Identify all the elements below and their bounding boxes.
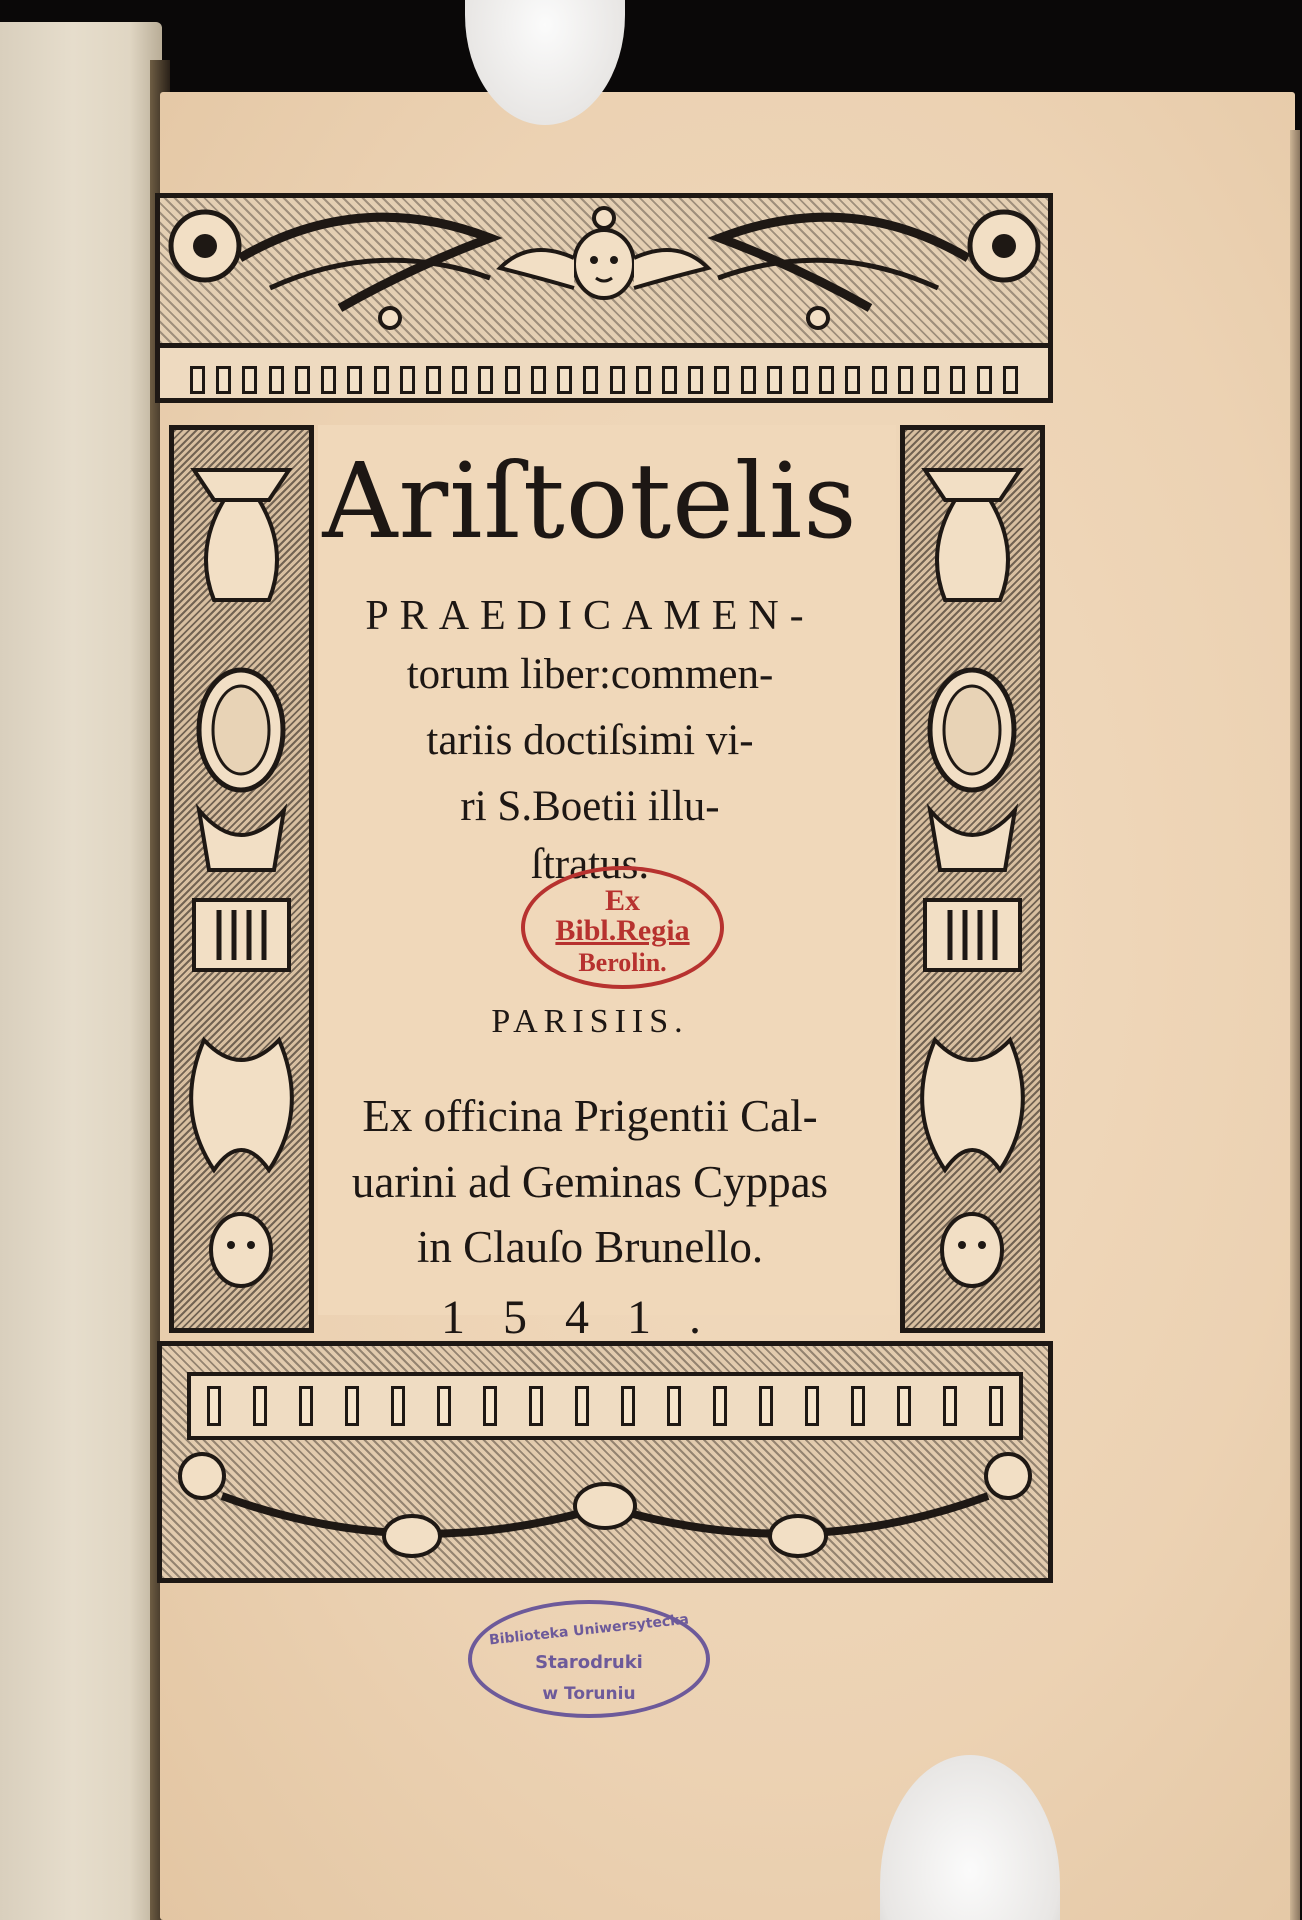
stamp-red-line-3: Berolin. — [578, 948, 667, 977]
title-line-4: ri S.Boetii illu- — [460, 783, 720, 830]
imprint-city: PARISIIS. — [491, 1003, 689, 1040]
garland-icon — [162, 1436, 1048, 1576]
publication-year: 1541. — [441, 1291, 739, 1344]
title-line-3: tariis doctiſsimi vi- — [426, 717, 754, 764]
library-stamp-red — [521, 866, 724, 989]
imprint-line-3: in Clauſo Brunello. — [416, 1222, 764, 1272]
imprint-line-2: uarini ad Geminas Cyppas — [351, 1157, 829, 1207]
pediment-ornament — [155, 193, 1053, 348]
book-title: Ariſtotelis — [322, 440, 858, 562]
left-blank-leaf — [0, 22, 162, 1920]
candelabrum-icon — [174, 430, 309, 1328]
stamp-purple-line-1: Biblioteka Uniwersytecka — [488, 1611, 690, 1649]
page-fore-edge — [1290, 130, 1300, 1920]
title-line-2: torum liber:commen- — [406, 651, 774, 698]
imprint-line-1: Ex officina Prigentii Cal- — [362, 1091, 818, 1141]
stamp-purple-line-2: Starodruki — [535, 1652, 643, 1673]
stamp-red-line-1: Ex — [604, 884, 640, 917]
library-stamp-purple — [468, 1600, 710, 1718]
stamp-purple-line-3: w Toruniu — [542, 1684, 636, 1704]
right-candelabrum-pillar — [900, 425, 1045, 1333]
stamp-red-line-2: Bibl.Regia — [555, 914, 690, 947]
title-line-1: PRAEDICAMEN- — [365, 593, 815, 639]
title-line-5: ſtratus. — [530, 841, 650, 888]
entablature-dentils — [155, 343, 1053, 403]
scroll-ornament-icon — [160, 198, 1048, 343]
base-frieze — [157, 1341, 1053, 1583]
candelabrum-icon — [905, 430, 1040, 1328]
